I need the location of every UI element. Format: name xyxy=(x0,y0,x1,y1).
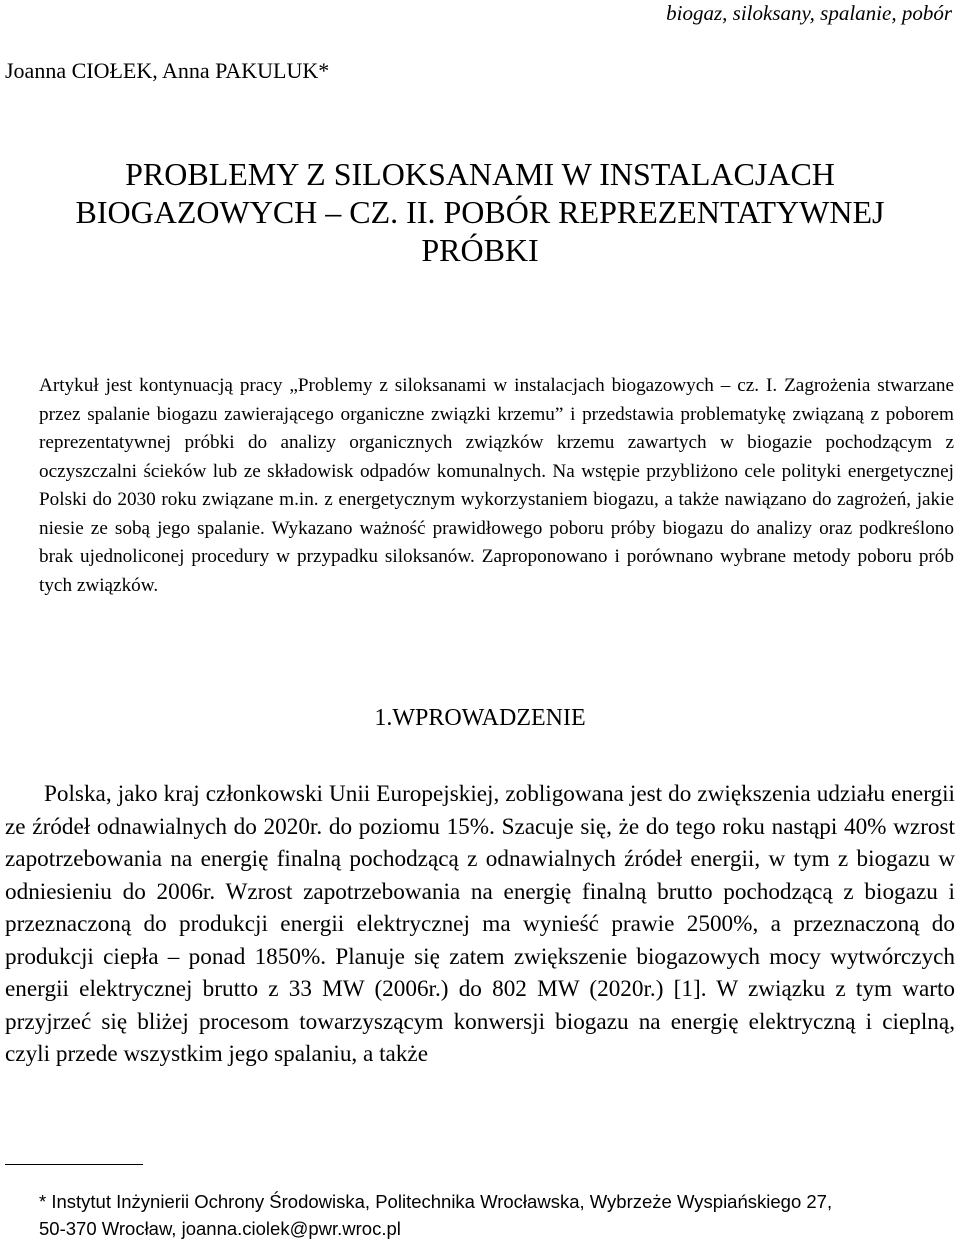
paper-title xyxy=(0,155,960,269)
footnote-line-1: * Instytut Inżynierii Ochrony Środowiska, Politechnika Wrocławska, Wybrzeże Wyspiańskiego 27, xyxy=(39,1191,833,1212)
footnote xyxy=(39,1188,954,1242)
title-line-1: PROBLEMY Z SILOKSANAMI W INSTALACJACH xyxy=(125,156,835,192)
footnote-rule xyxy=(5,1164,143,1165)
body-paragraph: Polska, jako kraj członkowski Unii Europejskiej, zobligowana jest do zwiększenia udziału energii ze źródeł odnawialnych do 2020r. do poziomu 15%. Szacuje się, że do tego roku nastąpi 40% wzrost zapotrzebowania na energię finalną pochodzącą z odnawialnych źródeł energii, w tym z biogazu w odniesieniu do 2006r. Wzrost zapotrzebowania na energię finalną brutto pochodzącą z biogazu i przeznaczoną do produkcji energii elektrycznej ma wynieść prawie 2500%, a przeznaczoną do produkcji ciepła – ponad 1850%. Planuje się zatem zwiększenie biogazowych mocy wytwórczych energii elektrycznej brutto z 33 MW (2006r.) do 802 MW (2020r.) [1]. W związku z tym warto przyjrzeć się bliżej procesom towarzyszącym konwersji biogazu na energię elektryczną i cieplną, czyli przede wszystkim jego spalaniu, a także xyxy=(5,781,955,1067)
authors: Joanna CIOŁEK, Anna PAKULUK* xyxy=(5,58,330,83)
footnote-line-2: 50-370 Wrocław, joanna.ciolek@pwr.wroc.pl xyxy=(39,1218,401,1239)
abstract: Artykuł jest kontynuacją pracy „Problemy z siloksanami w instalacjach biogazowych – cz. I. Zagrożenia stwarzane przez spalanie biogazu zawierającego organiczne związki krzemu” i przedstawia problematykę związaną z poborem reprezentatywnej próbki do analizy organicznych związków krzemu zawartych w biogazie pochodzącym z oczyszczalni ścieków lub ze składowisk odpadów komunalnych. Na wstępie przybliżono cele polityki energetycznej Polski do 2030 roku związane m.in. z energetycznym wykorzystaniem biogazu, a także nawiązano do zagrożeń, jakie niesie ze sobą jego spalanie. Wykazano ważność prawidłowego poboru próby biogazu do analizy oraz podkreślono brak ujednoliconej procedury w przypadku siloksanów. Zaproponowano i porównano wybrane metody poboru prób tych związków. xyxy=(39,375,954,596)
section-heading: 1.WPROWADZENIE xyxy=(374,705,586,731)
keywords: biogaz, siloksany, spalanie, pobór xyxy=(666,1,952,25)
title-line-2: BIOGAZOWYCH – CZ. II. POBÓR REPREZENTATYWNEJ xyxy=(75,194,885,230)
title-line-3: PRÓBKI xyxy=(421,232,539,268)
